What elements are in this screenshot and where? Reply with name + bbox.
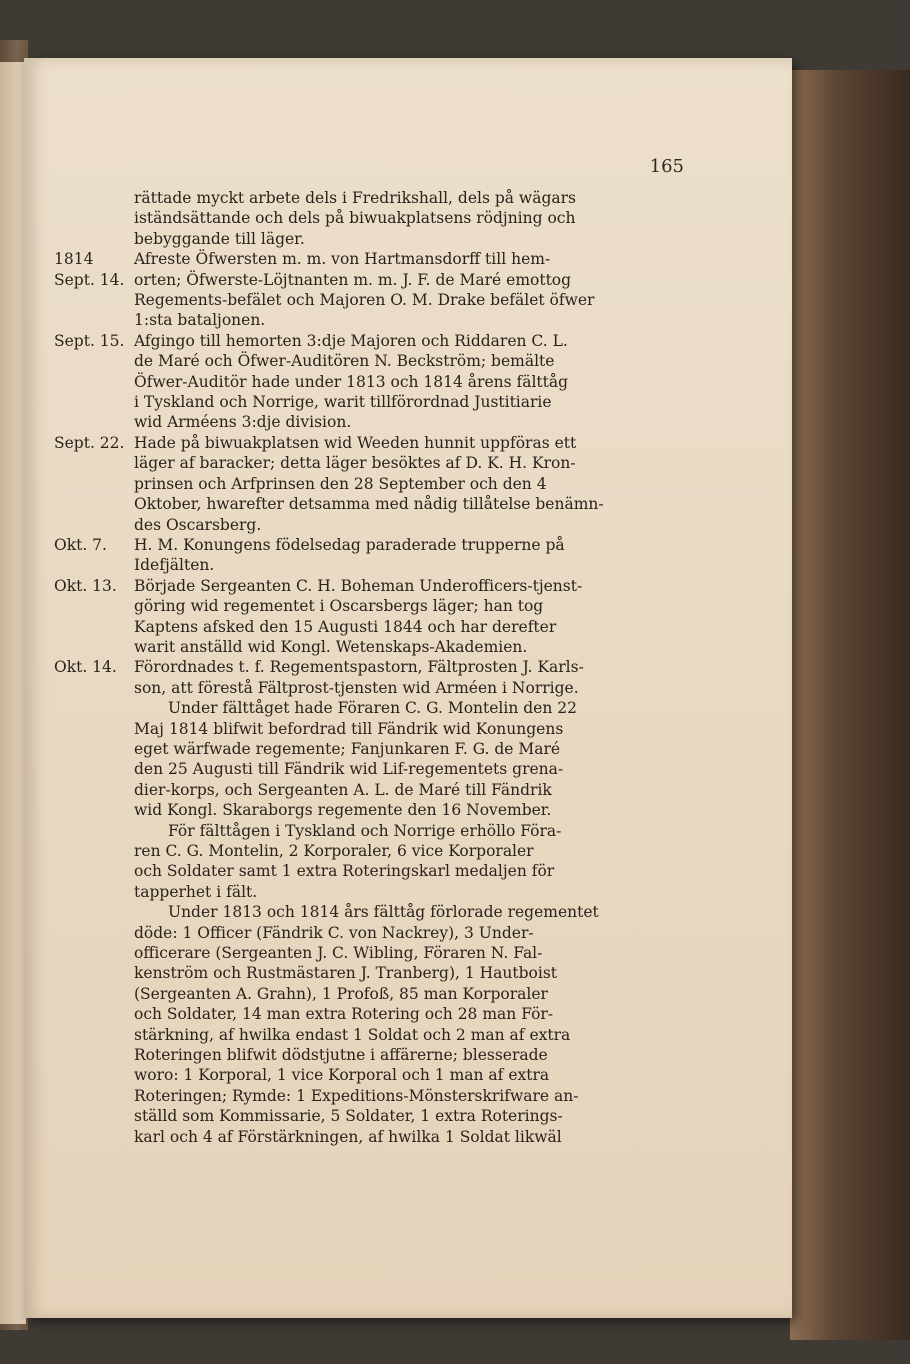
text-line: officerare (Sergeanten J. C. Wibling, Föraren N. Fal- [134, 944, 543, 963]
text-line: Hade på biwuakplatsen wid Weeden hunnit uppföras ett [134, 433, 577, 452]
page-number: 165 [649, 156, 684, 177]
text-line: orten; Öfwerste-Löjtnanten m. m. J. F. de Maré emottog [134, 270, 572, 289]
entry-date: Okt. 14. [54, 658, 117, 677]
text-line: Började Sergeanten C. H. Boheman Underofficers-tjenst- [134, 576, 583, 595]
entry-date: Okt. 13. [54, 576, 117, 595]
chronicle-entry [54, 270, 718, 331]
text-line: de Maré och Öfwer-Auditören N. Beckström; bemälte [134, 352, 555, 371]
text-line: Förordnades t. f. Regementspastorn, Fältprosten J. Karls- [134, 658, 584, 677]
text-line: döde: 1 Officer (Fändrik C. von Nackrey), 3 Under- [134, 923, 534, 942]
paragraph [134, 821, 718, 903]
text-line: eget wärfwade regemente; Fanjunkaren F. G. de Maré [134, 739, 561, 758]
text-line: H. M. Konungens födelsedag paraderade trupperne på [134, 535, 565, 554]
chronicle-entry [54, 657, 718, 698]
text-line: prinsen och Arfprinsen den 28 September och den 4 [134, 474, 547, 493]
text-line: woro: 1 Korporal, 1 vice Korporal och 1 man af extra [134, 1066, 550, 1085]
paragraph [134, 902, 718, 1147]
entry-date: 1814 [54, 250, 94, 269]
text-line: tapperhet i fält. [134, 882, 258, 901]
chronicle-entry [134, 188, 718, 249]
text-line: karl och 4 af Förstärkningen, af hwilka 1 Soldat likwäl [134, 1127, 562, 1146]
text-line: och Soldater, 14 man extra Rotering och 28 man För- [134, 1005, 554, 1024]
book-page [24, 58, 792, 1318]
text-line: ren C. G. Montelin, 2 Korporaler, 6 vice Korporaler [134, 842, 534, 860]
left-page-edge [0, 62, 26, 1324]
text-line: wid Arméens 3:dje division. [134, 413, 352, 432]
text-line: stärkning, af hwilka endast 1 Soldat och 2 man af extra [134, 1025, 571, 1044]
text-line: Oktober, hwarefter detsamma med nådig tillåtelse benämn- [134, 495, 604, 514]
text-line: Idefjälten. [134, 556, 215, 575]
text-line: Regements-befälet och Majoren O. M. Drake befälet öfwer [134, 291, 595, 310]
book-cover-edge [790, 70, 910, 1340]
entry-date: Okt. 7. [54, 535, 107, 554]
text-line: Roteringen; Rymde: 1 Expeditions-Mönsterskrifware an- [134, 1086, 579, 1105]
text-line: Afreste Öfwersten m. m. von Hartmansdorff till hem- [134, 250, 551, 269]
text-line: ställd som Kommissarie, 5 Soldater, 1 extra Roterings- [134, 1107, 563, 1126]
entry-date: Sept. 14. [54, 270, 125, 289]
chronicle-entry [54, 576, 718, 658]
chronicle-entry [54, 433, 718, 535]
text-line: Roteringen blifwit dödstjutne i affärerne; blesserade [134, 1046, 548, 1065]
text-line: i Tyskland och Norrige, warit tillförordnad Justitiarie [134, 393, 552, 412]
chronicle-entry [54, 249, 718, 269]
text-line: Afgingo till hemorten 3:dje Majoren och Riddaren C. L. [134, 331, 568, 350]
text-line: 1:sta bataljonen. [134, 311, 266, 330]
text-line: och Soldater samt 1 extra Roteringskarl medaljen för [134, 862, 555, 881]
chronicle-entry [54, 535, 718, 576]
text-line: warit anställd wid Kongl. Wetenskaps-Akademien. [134, 637, 528, 656]
text-line: des Oscarsberg. [134, 515, 262, 534]
entry-date: Sept. 15. [54, 331, 125, 350]
text-line: den 25 Augusti till Fändrik wid Lif-regementets grena- [134, 760, 564, 779]
text-line: (Sergeanten A. Grahn), 1 Profoß, 85 man Korporaler [134, 984, 548, 1003]
text-line: iständsättande och dels på biwuakplatsens rödjning och [134, 209, 576, 228]
chronicle-entry [54, 331, 718, 433]
text-line: läger af baracker; detta läger besöktes af D. K. H. Kron- [134, 454, 576, 473]
text-line: Maj 1814 blifwit befordrad till Fändrik wid Konungens [134, 719, 564, 738]
text-line: Öfwer-Auditör hade under 1813 och 1814 årens fälttåg [134, 372, 569, 391]
text-line: rättade myckt arbete dels i Fredrikshall, dels på wägars [134, 189, 576, 207]
text-line: wid Kongl. Skaraborgs regemente den 16 November. [134, 801, 552, 820]
text-line: bebyggande till läger. [134, 229, 305, 248]
text-line: Under fälttåget hade Föraren C. G. Montelin den 22 [168, 699, 577, 718]
text-line: dier-korps, och Sergeanten A. L. de Maré till Fändrik [134, 780, 552, 799]
paragraph [134, 698, 718, 820]
text-line: Under 1813 och 1814 års fälttåg förlorade regementet [168, 903, 599, 922]
entry-date: Sept. 22. [54, 433, 125, 452]
text-line: kenström och Rustmästaren J. Tranberg), 1 Hautboist [134, 964, 558, 983]
page-text [54, 188, 718, 1318]
text-line: son, att förestå Fältprost-tjensten wid Arméen i Norrige. [134, 678, 579, 697]
text-line: göring wid regementet i Oscarsbergs läger; han tog [134, 597, 544, 616]
text-line: För fälttågen i Tyskland och Norrige erhöllo Föra- [168, 821, 562, 840]
text-line: Kaptens afsked den 15 Augusti 1844 och har derefter [134, 617, 557, 636]
